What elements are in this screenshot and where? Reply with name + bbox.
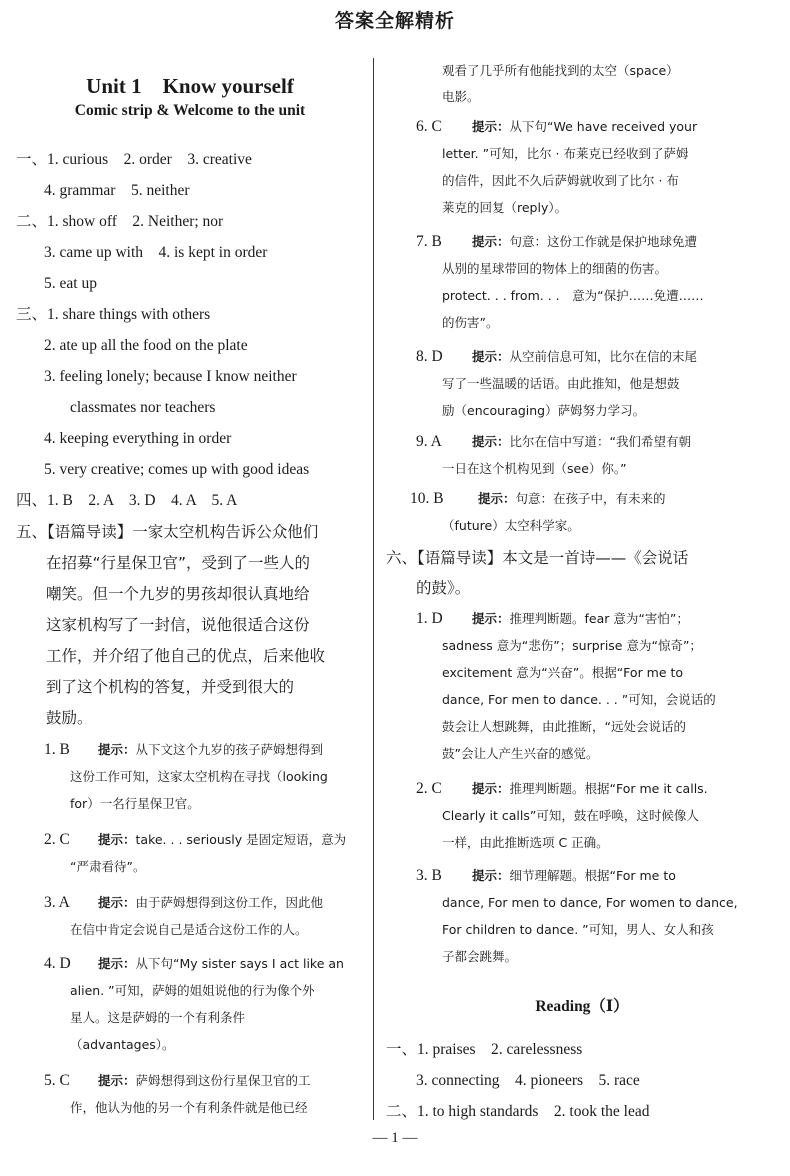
section-5-guide-5: 工作，并介绍了他自己的优点，后来他收 xyxy=(46,647,326,665)
q1-hint-1: 从下文这个九岁的孩子萨姆想得到 xyxy=(135,742,324,757)
section-5-guide-3: 嘲笑。但一个九岁的男孩却很认真地给 xyxy=(46,585,310,603)
q5-answer: 5. C xyxy=(44,1072,70,1089)
section-3-line-3: 3. feeling lonely; because I know neither xyxy=(44,368,297,385)
q7-hint-3: protect. . . from. . . 意为“保护……免遭…… xyxy=(442,288,704,303)
section-2-line-2: 3. came up with 4. is kept in order xyxy=(44,244,268,261)
q8-hint-1: 从空前信息可知，比尔在信的末尾 xyxy=(509,349,698,364)
q7-hint-4: 的伤害”。 xyxy=(442,315,499,330)
q4-hint-3: 星人。这是萨姆的一个有利条件 xyxy=(70,1010,246,1025)
q7-hint-2: 从别的星球带回的物体上的细菌的伤害。 xyxy=(442,261,668,276)
unit-title: Unit 1 Know yourself xyxy=(86,74,294,98)
p2-hint-1: 推理判断题。根据“For me it calls. xyxy=(509,781,708,796)
q8-hint-label: 提示： xyxy=(472,349,510,364)
p2-hint-label: 提示： xyxy=(472,781,510,796)
q8-hint-3: 励（encouraging）萨姆努力学习。 xyxy=(442,403,646,418)
section-4-line: 四、1. B 2. A 3. D 4. A 5. A xyxy=(16,492,238,509)
q8-answer: 8. D xyxy=(416,348,443,365)
q8-hint-2: 写了一些温暖的话语。由此推知，他是想鼓 xyxy=(442,376,680,391)
q9-hint-1: 比尔在信中写道：“我们希望有朝 xyxy=(509,434,691,449)
q6-hint-label: 提示： xyxy=(472,119,510,134)
q5-hint-1: 萨姆想得到这份行星保卫官的工 xyxy=(135,1073,311,1088)
reading-section-1-line-1: 一、1. praises 2. carelessness xyxy=(386,1041,583,1058)
section-3-line-2: 2. ate up all the food on the plate xyxy=(44,337,248,354)
p3-hint-1: 细节理解题。根据“For me to xyxy=(509,868,676,883)
section-2-line-3: 5. eat up xyxy=(44,275,97,292)
p3-hint-2: dance, For men to dance, For women to dance, xyxy=(442,895,738,910)
column-divider xyxy=(373,58,374,1120)
section-3-line-6: 5. very creative; comes up with good ideas xyxy=(44,461,310,478)
section-3-line-1: 三、1. share things with others xyxy=(16,306,211,323)
q7-hint-label: 提示： xyxy=(472,234,510,249)
p2-hint-3: 一样，由此推断选项 C 正确。 xyxy=(442,835,609,850)
section-6-guide-2: 的鼓》。 xyxy=(416,579,471,597)
q6-hint-1: 从下句“We have received your xyxy=(509,119,698,134)
q9-hint-label: 提示： xyxy=(472,434,510,449)
p2-hint-2: Clearly it calls”可知，鼓在呼唤，这时候像人 xyxy=(442,808,699,823)
p1-hint-3: excitement 意为“兴奋”。根据“For me to xyxy=(442,665,684,680)
p1-hint-2: sadness 意为“悲伤”；surprise 意为“惊奇”； xyxy=(442,638,702,653)
q9-hint-2: 一日在这个机构见到（see）你。” xyxy=(442,461,627,476)
q2-answer: 2. C xyxy=(44,831,70,848)
p1-hint-6: 鼓”会让人产生兴奋的感觉。 xyxy=(442,746,599,761)
q2-hint-1: take. . . seriously 是固定短语，意为 xyxy=(135,832,347,847)
p1-hint-5: 鼓会让人想跳舞，由此推断，“远处会说话的 xyxy=(442,719,686,734)
q1-hint-2: 这份工作可知，这家太空机构在寻找（looking xyxy=(70,769,328,784)
q1-answer: 1. B xyxy=(44,741,70,758)
q1-hint-3: for）一名行星保卫官。 xyxy=(70,796,200,811)
q10-hint-2: （future）太空科学家。 xyxy=(442,518,580,533)
page-number: — 1 — xyxy=(372,1130,418,1146)
q7-hint-1: 句意：这份工作就是保护地球免遭 xyxy=(509,234,698,249)
section-5-guide-6: 到了这个机构的答复，并受到很大的 xyxy=(46,678,295,696)
q1-hint-label: 提示： xyxy=(98,742,136,757)
q9-answer: 9. A xyxy=(416,433,442,450)
section-2-line-1: 二、1. show off 2. Neither; nor xyxy=(16,213,224,230)
section-1-line-2: 4. grammar 5. neither xyxy=(44,182,190,199)
section-6-guide-1: 六、【语篇导读】本文是一首诗——《会说话 xyxy=(386,549,689,567)
section-1-line-1: 一、1. curious 2. order 3. creative xyxy=(16,151,252,168)
section-3-line-4: classmates nor teachers xyxy=(70,399,216,416)
q4-hint-1: 从下句“My sister says I act like an xyxy=(135,956,344,971)
p3-hint-label: 提示： xyxy=(472,868,510,883)
q10-hint-1: 句意：在孩子中，有未来的 xyxy=(515,491,666,506)
q4-answer: 4. D xyxy=(44,955,71,972)
p3-hint-3: For children to dance. ”可知，男人、女人和孩 xyxy=(442,922,714,937)
q2-hint-2: “严肃看待”。 xyxy=(70,859,146,874)
q3-hint-1: 由于萨姆想得到这份工作，因此他 xyxy=(135,895,324,910)
q4-hint-2: alien. ”可知，萨姆的姐姐说他的行为像个外 xyxy=(70,983,315,998)
q6-hint-3: 的信件，因此不久后萨姆就收到了比尔 · 布 xyxy=(442,173,679,188)
q10-hint-label: 提示： xyxy=(478,491,516,506)
q3-answer: 3. A xyxy=(44,894,70,911)
p3-hint-4: 子都会跳舞。 xyxy=(442,949,518,964)
p1-answer: 1. D xyxy=(416,610,443,627)
p1-hint-label: 提示： xyxy=(472,611,510,626)
q2-hint-label: 提示： xyxy=(98,832,136,847)
p1-hint-4: dance, For men to dance. . . ”可知，会说话的 xyxy=(442,692,716,707)
reading-section-2-line-1: 二、1. to high standards 2. took the lead xyxy=(386,1103,650,1120)
q5-hint-3: 观看了几乎所有他能找到的太空（space） xyxy=(442,63,679,78)
section-3-line-5: 4. keeping everything in order xyxy=(44,430,232,447)
p3-answer: 3. B xyxy=(416,867,442,884)
section-5-guide-1: 五、【语篇导读】一家太空机构告诉公众他们 xyxy=(16,523,319,541)
q5-hint-2: 作，他认为他的另一个有利条件就是他已经 xyxy=(70,1100,308,1115)
q5-hint-label: 提示： xyxy=(98,1073,136,1088)
q10-answer: 10. B xyxy=(410,490,444,507)
q6-hint-4: 莱克的回复（reply）。 xyxy=(442,200,568,215)
q4-hint-label: 提示： xyxy=(98,956,136,971)
reading-title: Reading（Ⅰ） xyxy=(535,998,629,1015)
q5-hint-4: 电影。 xyxy=(442,89,480,104)
p1-hint-1: 推理判断题。fear 意为“害怕”； xyxy=(509,611,689,626)
q6-hint-2: letter. ”可知，比尔 · 布莱克已经收到了萨姆 xyxy=(442,146,689,161)
section-5-guide-2: 在招募“行星保卫官”，受到了一些人的 xyxy=(46,554,311,572)
q6-answer: 6. C xyxy=(416,118,442,135)
p2-answer: 2. C xyxy=(416,780,442,797)
q7-answer: 7. B xyxy=(416,233,442,250)
page-header: 答案全解精析 xyxy=(334,10,455,32)
unit-subtitle: Comic strip & Welcome to the unit xyxy=(74,102,306,119)
section-5-guide-4: 这家机构写了一封信，说他很适合这份 xyxy=(46,616,310,634)
section-5-guide-7: 鼓励。 xyxy=(46,709,93,727)
q3-hint-label: 提示： xyxy=(98,895,136,910)
q4-hint-4: （advantages）。 xyxy=(70,1037,175,1052)
reading-section-1-line-2: 3. connecting 4. pioneers 5. race xyxy=(416,1072,640,1089)
q3-hint-2: 在信中肯定会说自己是适合这份工作的人。 xyxy=(70,922,308,937)
